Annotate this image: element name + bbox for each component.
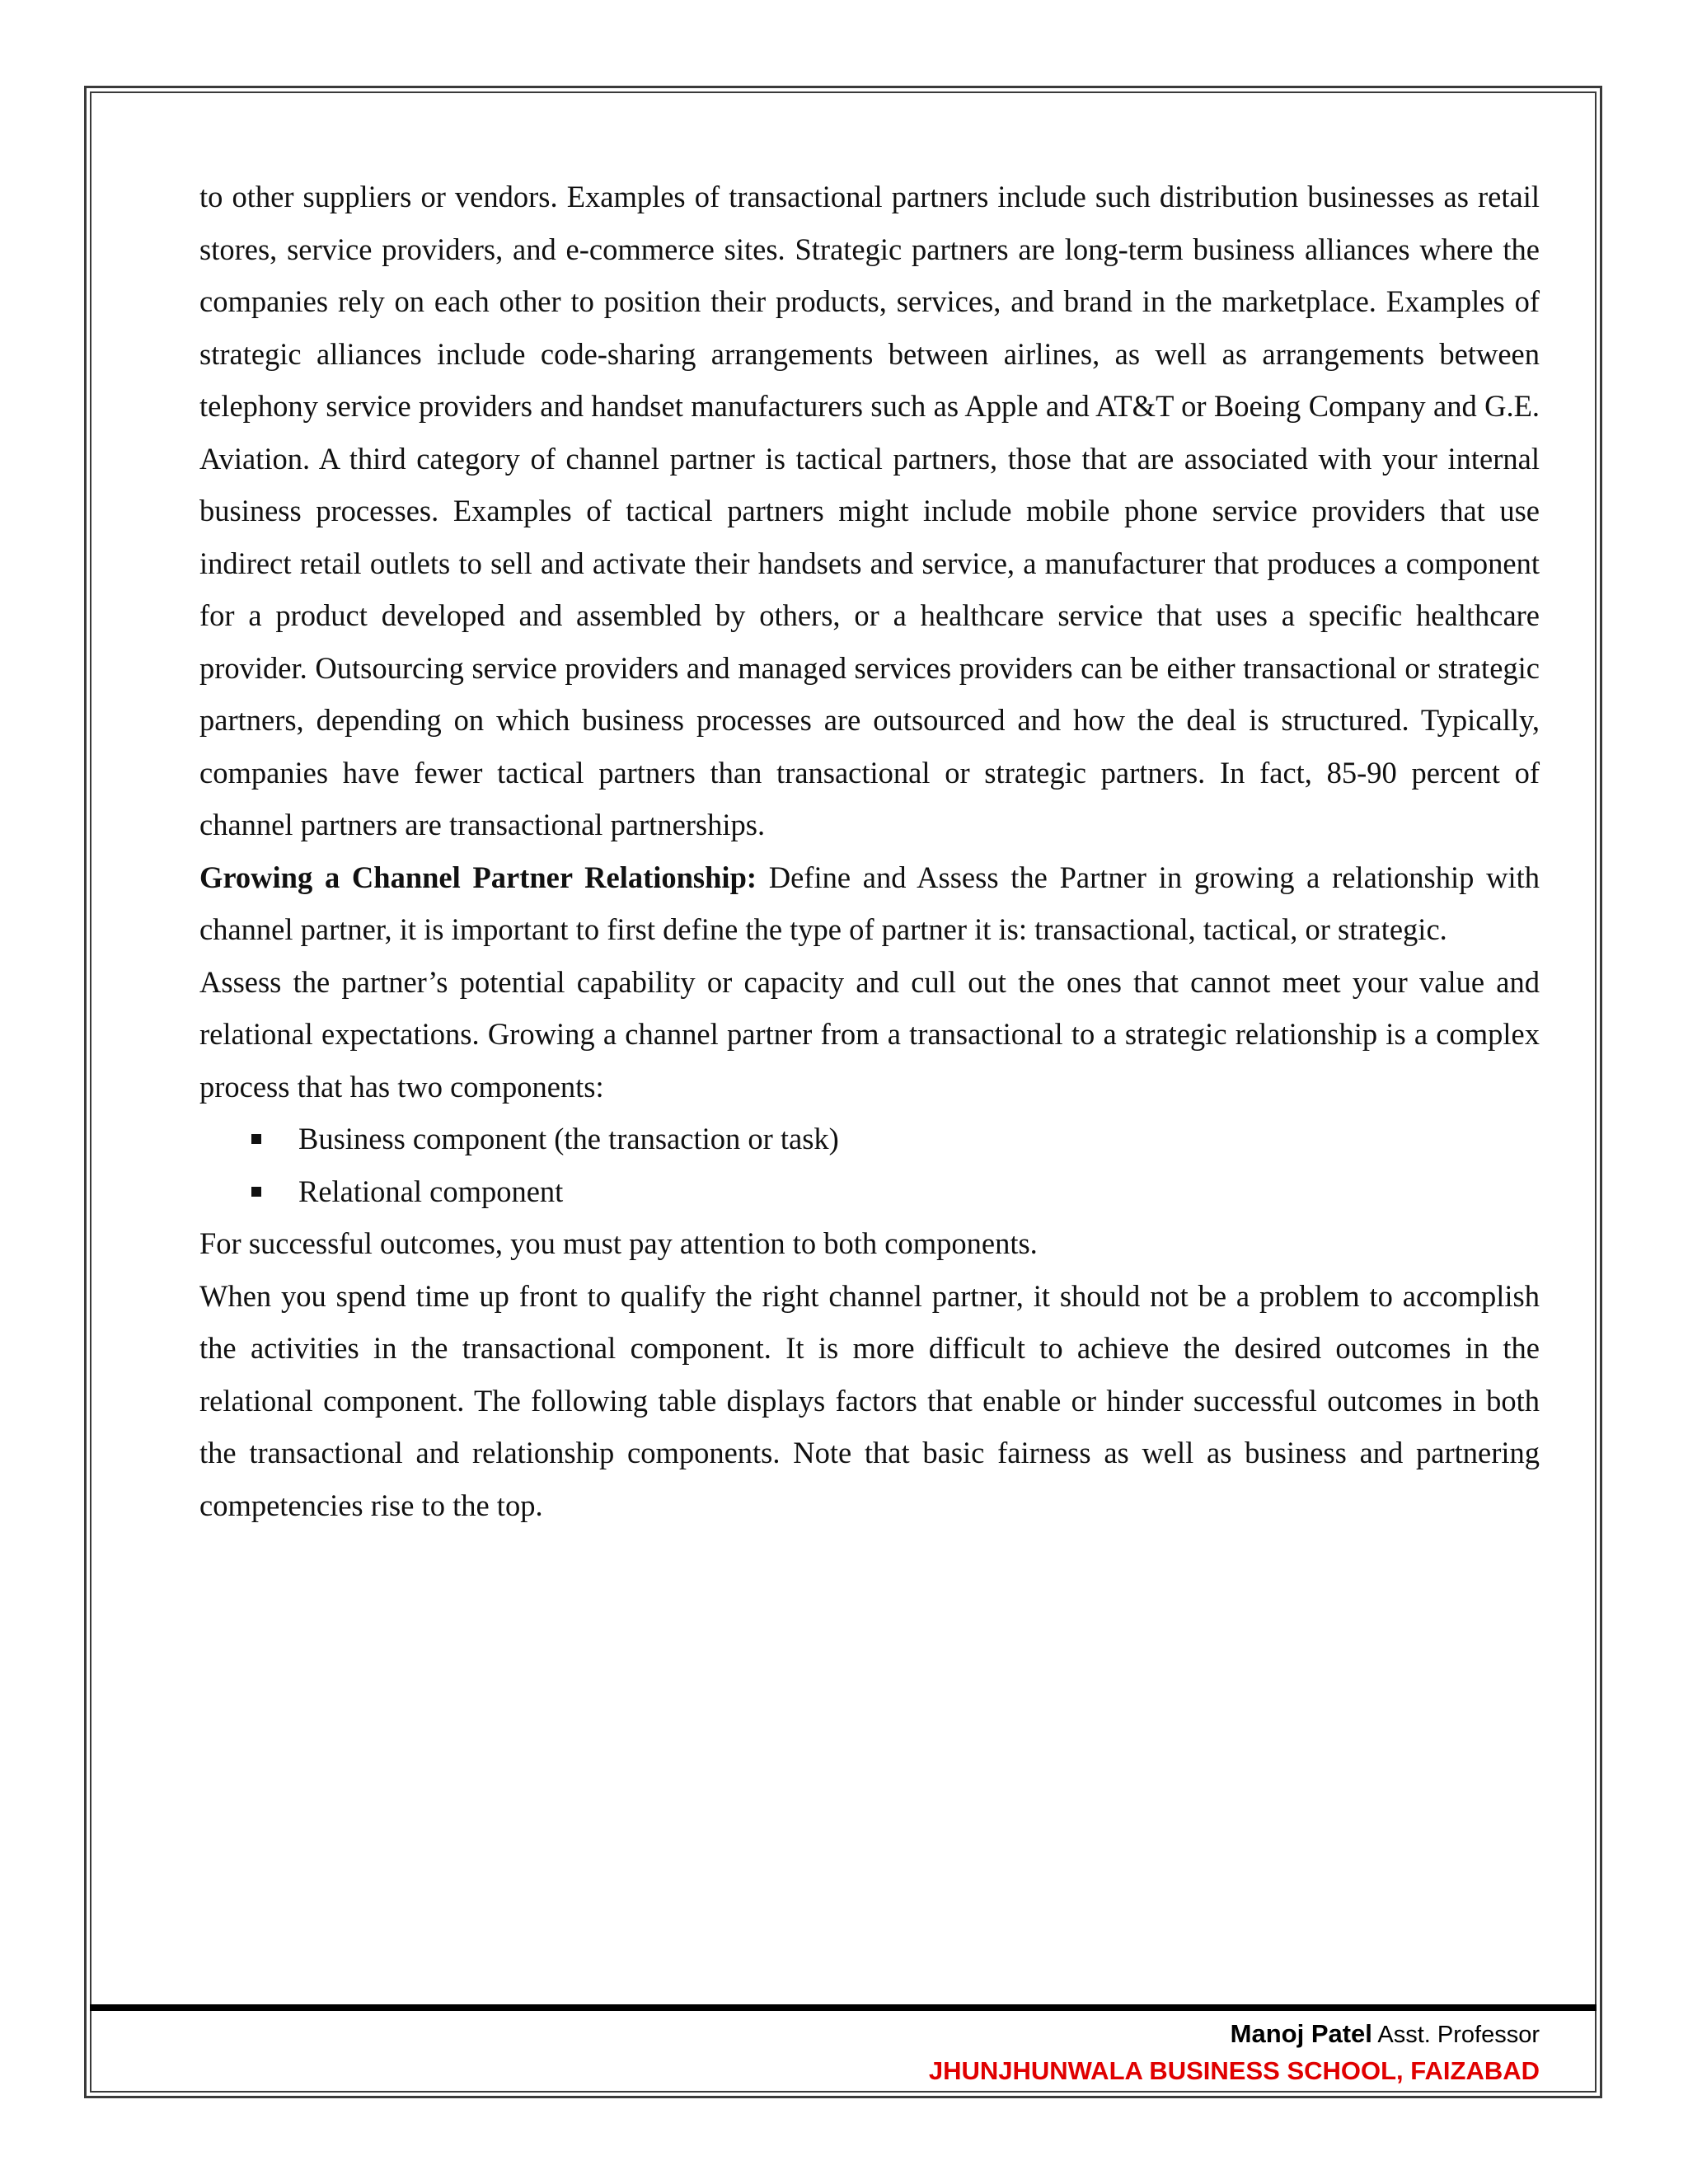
list-item (199, 1113, 1540, 1165)
square-bullet-icon (251, 1187, 261, 1197)
section-heading-growing: Growing a Channel Partner Relationship: (199, 860, 757, 894)
paragraph-growing-relationship (199, 851, 1540, 956)
footer-author-line (929, 2016, 1540, 2053)
paragraph-partner-types: to other suppliers or vendors. Examples of transactional partners include such distribution businesses as retail stores, service providers, and e-commerce sites. Strategic partners are long-term business alliances where the companies rely on each other to position their products, services, and brand in the marketplace. Examples of strategic alliances include code-sharing arrangements between airlines, as well as arrangements between telephony service providers and handset manufacturers such as Apple and AT&T or Boeing Company and G.E. Aviation. A third category of channel partner is tactical partners, those that are associated with your internal business processes. Examples of tactical partners might include mobile phone service providers that use indirect retail outlets to sell and activate their handsets and service, a manufacturer that produces a component for a product developed and assembled by others, or a healthcare service that uses a specific healthcare provider. Outsourcing service providers and managed services providers can be either transactional or strategic partners, depending on which business processes are outsourced and how the deal is structured. Typically, companies have fewer tactical partners than transactional or strategic partners. In fact, 85-90 percent of channel partners are transactional partnerships. (199, 180, 1540, 841)
school-name: JHUNJHUNWALA BUSINESS SCHOOL, FAIZABAD (928, 2056, 1540, 2085)
page-footer (929, 2016, 1540, 2089)
list-item-text: Business component (the transaction or task) (298, 1122, 839, 1155)
paragraph-growing-text: Define and Assess the Partner in growing a relationship with channel partner, it is important to first define the type of partner it is: transactional, tactical, or strategic. (199, 860, 1540, 946)
paragraph-assess-partner: Assess the partner’s potential capability or capacity and cull out the ones that cannot meet your value and relational expectations. Growing a channel partner from a transactional to a strategic relationship is a complex process that has two components: (199, 964, 1540, 1104)
paragraph-successful-outcomes: For successful outcomes, you must pay attention to both components. (199, 1226, 1038, 1260)
components-list (199, 1113, 1540, 1217)
list-item (199, 1165, 1540, 1218)
square-bullet-icon (251, 1134, 261, 1144)
author-name: Manoj Patel (1230, 2019, 1372, 2048)
author-title: Asst. Professor (1372, 2022, 1540, 2048)
footer-divider (90, 2004, 1597, 2011)
paragraph-qualify-partner: When you spend time up front to qualify the right channel partner, it should not be a problem to accomplish the activities in the transactional component. It is more difficult to achieve the desired outcomes in the relational component. The following table displays factors that enable or hinder successful outcomes in both the transactional and relationship components. Note that basic fairness as well as business and partnering competencies rise to the top. (199, 1278, 1540, 1522)
list-item-text: Relational component (298, 1174, 564, 1208)
page-content (199, 171, 1540, 1531)
